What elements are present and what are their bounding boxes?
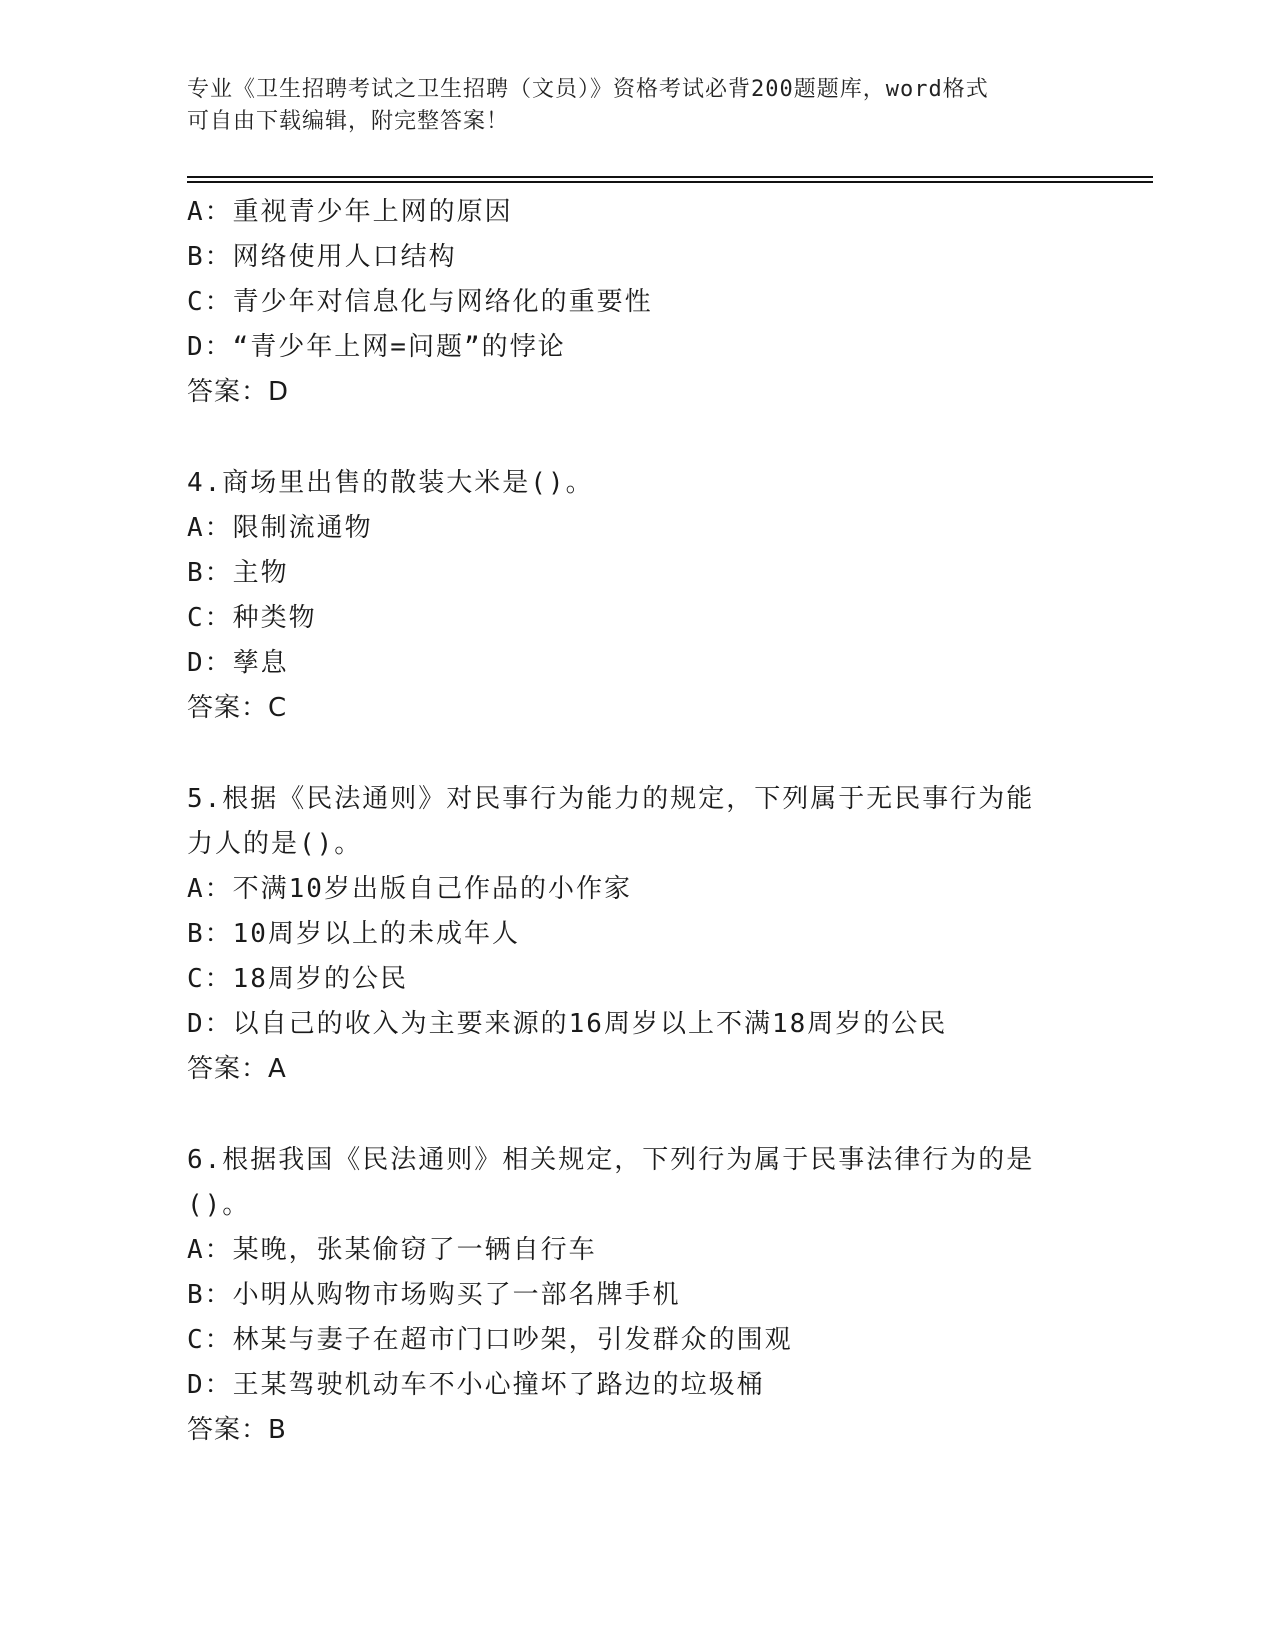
option-a: A：不满10岁出版自己作品的小作家	[187, 874, 632, 904]
spacer	[187, 731, 1087, 777]
question-stem: 4.商场里出售的散装大米是()。	[187, 468, 594, 498]
question-5	[187, 777, 1087, 1092]
header-line-2: 可自由下载编辑，附完整答案！	[187, 109, 510, 134]
answer-line: 答案：B	[187, 1415, 287, 1445]
option-c: C：18周岁的公民	[187, 964, 408, 994]
option-a: A：重视青少年上网的原因	[187, 197, 513, 227]
answer-line: 答案：A	[187, 1054, 287, 1084]
header-divider-bottom	[187, 181, 1153, 183]
question-6	[187, 1138, 1087, 1453]
question-stem-line-2: ()。	[187, 1190, 251, 1220]
option-d: D：以自己的收入为主要来源的16周岁以上不满18周岁的公民	[187, 1009, 948, 1039]
option-a: A：某晚，张某偷窃了一辆自行车	[187, 1235, 597, 1265]
spacer	[187, 415, 1087, 461]
header-divider-top	[187, 176, 1153, 178]
question-stem-line-1: 5.根据《民法通则》对民事行为能力的规定，下列属于无民事行为能	[187, 784, 1035, 814]
header-line-1: 专业《卫生招聘考试之卫生招聘（文员）》资格考试必背200题题库，word格式	[187, 77, 989, 102]
option-d: D：孳息	[187, 648, 289, 678]
option-a: A：限制流通物	[187, 513, 373, 543]
spacer	[187, 1092, 1087, 1138]
question-3	[187, 190, 1087, 415]
option-b: B：主物	[187, 558, 289, 588]
option-c: C：种类物	[187, 603, 317, 633]
option-c: C：林某与妻子在超市门口吵架，引发群众的围观	[187, 1325, 793, 1355]
answer-line: 答案：D	[187, 377, 290, 407]
question-list	[187, 190, 1087, 1453]
option-d: D：“青少年上网=问题”的悖论	[187, 332, 566, 362]
option-b: B：网络使用人口结构	[187, 242, 457, 272]
option-b: B：小明从购物市场购买了一部名牌手机	[187, 1280, 681, 1310]
question-4	[187, 461, 1087, 731]
option-b: B：10周岁以上的未成年人	[187, 919, 520, 949]
option-d: D：王某驾驶机动车不小心撞坏了路边的垃圾桶	[187, 1370, 765, 1400]
option-c: C：青少年对信息化与网络化的重要性	[187, 287, 653, 317]
answer-line: 答案：C	[187, 693, 288, 723]
question-stem-line-2: 力人的是()。	[187, 829, 363, 859]
document-header	[187, 74, 1067, 138]
question-stem-line-1: 6.根据我国《民法通则》相关规定，下列行为属于民事法律行为的是	[187, 1145, 1035, 1175]
